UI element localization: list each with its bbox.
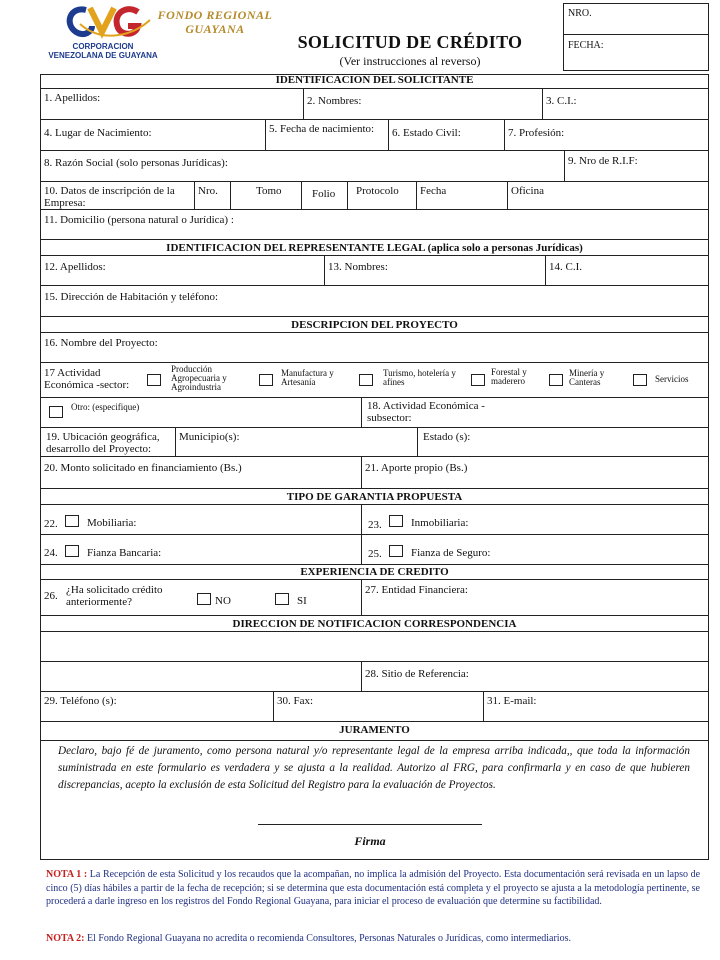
nro-fecha-box: [563, 3, 709, 71]
row-ubicacion: [41, 427, 708, 456]
field-rep-apellidos[interactable]: 12. Apellidos:: [44, 261, 106, 273]
field-22-num: 22.: [44, 518, 58, 530]
credito-no-checkbox[interactable]: [197, 593, 211, 605]
credito-si-label: SI: [297, 595, 307, 607]
section-juramento: JURAMENTO: [41, 721, 708, 741]
field-inscripcion[interactable]: 10. Datos de inscripción de la Empresa:: [44, 185, 175, 209]
row-referencia: [41, 661, 708, 691]
org-name: FONDO REGIONAL GUAYANA: [157, 8, 273, 36]
section-solicitante: IDENTIFICACION DEL SOLICITANTE: [275, 74, 474, 86]
field-profesion[interactable]: 7. Profesión:: [508, 127, 565, 139]
field-apellidos[interactable]: 1. Apellidos:: [44, 92, 101, 104]
field-credito-anterior: ¿Ha solicitado crédito anteriormente?: [66, 584, 163, 608]
sector-turismo-label: Turismo, hotelería y afines: [383, 368, 456, 387]
section-experiencia: EXPERIENCIA DE CREDITO: [41, 564, 708, 579]
sector-mineria-checkbox[interactable]: [549, 374, 563, 386]
form-table: [40, 74, 709, 741]
row-contacto: [41, 691, 708, 721]
row-inscripcion: [41, 181, 708, 209]
sector-agro-label: Producción Agropecuaria y Agroindustria: [171, 364, 227, 392]
field-inscripcion-fecha[interactable]: Fecha: [420, 185, 447, 197]
field-rif[interactable]: 9. Nro de R.I.F:: [568, 155, 638, 167]
fianza-bancaria-checkbox[interactable]: [65, 545, 79, 557]
nota-2-label: NOTA 2:: [46, 933, 85, 944]
row-representante: [41, 255, 708, 285]
fianza-bancaria-label: Fianza Bancaria:: [87, 547, 162, 559]
field-estado[interactable]: Estado (s):: [423, 431, 471, 443]
field-rep-nombres[interactable]: 13. Nombres:: [328, 261, 388, 273]
nota-2-text: El Fondo Regional Guayana no acredita o recomienda Consultores, Personas Naturales o Jurídicas, como intermediarios.: [86, 933, 571, 944]
page-subtitle: (Ver instrucciones al reverso): [339, 54, 481, 68]
field-inscripcion-nro[interactable]: Nro.: [198, 185, 218, 197]
section-proyecto: DESCRIPCION DEL PROYECTO: [41, 316, 708, 332]
sector-forestal-checkbox[interactable]: [471, 374, 485, 386]
inmobiliaria-checkbox[interactable]: [389, 515, 403, 527]
field-direccion-habitacion[interactable]: 15. Dirección de Habitación y teléfono:: [44, 291, 219, 303]
nota-1-label: NOTA 1 :: [46, 869, 88, 880]
row-monto: [41, 456, 708, 488]
field-nombre-proyecto[interactable]: 16. Nombre del Proyecto:: [44, 337, 158, 349]
nota-1-text: La Recepción de esta Solicitud y los recaudos que la acompañan, no implica la admisión del Proyecto. Esta documentación será revisada en un lapso de cinco (5) días hábiles a partir de la fecha de recepción; si se determina que esta documentación está completa y el proyecto se ajusta a la metodología pertinente, se procederá a darle ingreso en los registros del Fondo Regional Guayana, para iniciar el proceso de evaluación que determine su factibilidad.: [46, 869, 701, 907]
nota-2: [46, 932, 700, 946]
row-experiencia: [41, 579, 708, 615]
logo-caption: CORPORACION VENEZOLANA DE GUAYANA: [48, 42, 158, 60]
row-direccion-blank[interactable]: [41, 631, 708, 661]
row-sector: [41, 362, 708, 397]
field-sector: 17 Actividad Económica -sector:: [44, 367, 130, 391]
sector-servicios-label: Servicios: [655, 374, 689, 384]
field-inscripcion-tomo[interactable]: Tomo: [256, 185, 282, 197]
field-23-num: 23.: [368, 519, 382, 531]
sector-turismo-checkbox[interactable]: [359, 374, 373, 386]
row-nacimiento: [41, 119, 708, 150]
field-subsector[interactable]: 18. Actividad Económica -subsector:: [367, 400, 485, 424]
credito-si-checkbox[interactable]: [275, 593, 289, 605]
field-aporte[interactable]: 21. Aporte propio (Bs.): [365, 462, 468, 474]
field-lugar-nacimiento[interactable]: 4. Lugar de Nacimiento:: [44, 127, 152, 139]
firma-label: Firma: [354, 834, 386, 848]
field-rep-ci[interactable]: 14. C.I.: [549, 261, 582, 273]
field-25-num: 25.: [368, 548, 382, 560]
field-monto[interactable]: 20. Monto solicitado en financiamiento (Bs.): [44, 462, 242, 474]
row-garantia-2: [41, 534, 708, 564]
field-municipio[interactable]: Municipio(s):: [179, 431, 240, 443]
inmobiliaria-label: Inmobiliaria:: [411, 517, 469, 529]
field-domicilio[interactable]: 11. Domicilio (persona natural o Jurídica) :: [44, 214, 234, 226]
juramento-text: Declaro, bajo fé de juramento, como persona natural y/o representante legal de la empresa arriba indicada,, que toda la información suministrada en este formulario es verdadera y se ajusta a la realidad. Autorizo al FRG, para confirmarla y en caso de que hubieren discrepancias, acepto la exclusión de esta Solicitud del Registro para la evaluación de Proyectos.: [58, 745, 690, 791]
sector-mineria-label: Minería y Canteras: [569, 368, 605, 387]
mobiliaria-checkbox[interactable]: [65, 515, 79, 527]
nota-1: [46, 868, 700, 909]
sector-otro-label: Otro: (especifique): [71, 402, 140, 412]
row-garantia-1: [41, 504, 708, 534]
field-inscripcion-oficina[interactable]: Oficina: [511, 185, 544, 197]
field-entidad-financiera[interactable]: 27. Entidad Financiera:: [365, 584, 468, 596]
field-24-num: 24.: [44, 547, 58, 559]
row-subsector: [41, 397, 708, 427]
field-ci[interactable]: 3. C.I.:: [546, 95, 577, 107]
page-title: SOLICITUD DE CRÉDITO: [297, 32, 523, 52]
field-sitio-referencia[interactable]: 28. Sitio de Referencia:: [365, 668, 469, 680]
fianza-seguro-checkbox[interactable]: [389, 545, 403, 557]
field-fecha-nacimiento[interactable]: 5. Fecha de nacimiento:: [269, 123, 375, 135]
row-razon-social: [41, 150, 708, 181]
field-estado-civil[interactable]: 6. Estado Civil:: [392, 127, 461, 139]
sector-manufactura-label: Manufactura y Artesanía: [281, 368, 334, 387]
field-inscripcion-folio[interactable]: Folio: [312, 188, 336, 200]
field-ubicacion: 19. Ubicación geográfica, desarrollo del Proyecto:: [46, 431, 160, 455]
sector-forestal-label: Forestal y maderero: [491, 367, 527, 386]
row-domicilio: [41, 209, 708, 239]
section-representante: IDENTIFICACION DEL REPRESENTANTE LEGAL (aplica solo a personas Jurídicas): [41, 239, 708, 255]
field-telefono[interactable]: 29. Teléfono (s):: [44, 695, 117, 707]
sector-servicios-checkbox[interactable]: [633, 374, 647, 386]
fecha-label: FECHA:: [568, 40, 604, 51]
fianza-seguro-label: Fianza de Seguro:: [411, 547, 491, 559]
row-nombre-proyecto: [41, 332, 708, 362]
section-garantia: TIPO DE GARANTIA PROPUESTA: [41, 488, 708, 504]
mobiliaria-label: Mobiliaria:: [87, 517, 137, 529]
row-direccion-habitacion: [41, 285, 708, 316]
field-inscripcion-protocolo[interactable]: Protocolo: [356, 185, 399, 197]
field-nombres[interactable]: 2. Nombres:: [307, 95, 362, 107]
row-apellidos: [41, 88, 708, 119]
field-fax[interactable]: 30. Fax:: [277, 695, 314, 707]
signature-line[interactable]: [258, 824, 482, 825]
nro-label: NRO.: [568, 8, 592, 19]
field-razon-social[interactable]: 8. Razón Social (solo personas Jurídicas):: [44, 157, 228, 169]
credito-no-label: NO: [215, 595, 231, 607]
sector-manufactura-checkbox[interactable]: [259, 374, 273, 386]
section-direccion: DIRECCION DE NOTIFICACION CORRESPONDENCIA: [41, 615, 708, 631]
field-email[interactable]: 31. E-mail:: [487, 695, 537, 707]
sector-otro-checkbox[interactable]: [49, 406, 63, 418]
sector-agro-checkbox[interactable]: [147, 374, 161, 386]
field-26-num: 26.: [44, 590, 58, 602]
